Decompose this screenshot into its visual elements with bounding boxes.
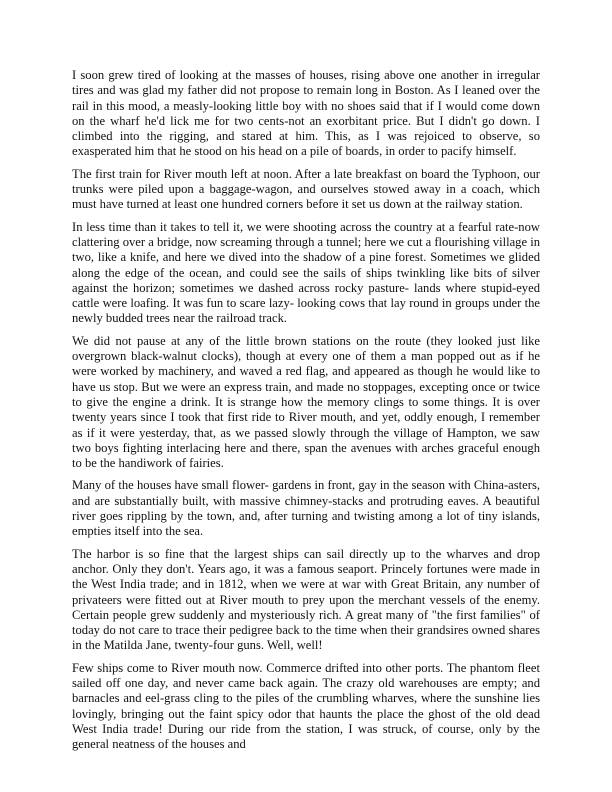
paragraph-train-ride: In less time than it takes to tell it, we were shooting across the country at a fearful rate-now clattering over a bridge, now screaming through a tunnel; here we cut a flourishing village in two, like a knife, and here we dived into the shadow of a pine forest. Sometimes we glided along the edge of the ocean, and could see the sails of ships twinkling like bits of silver against the horizon; sometimes we dashed across rocky pasture- lands where stupid-eyed cattle were loafing. It was fun to scare lazy- looking cows that lay round in groups under the newly budded trees near the railroad track. — [72, 219, 540, 326]
paragraph-few-ships: Few ships come to River mouth now. Commerce drifted into other ports. The phantom fleet sailed off one day, and never came back again. The crazy old warehouses are empty; and barnacles and eel-grass cling to the piles of the crumbling wharves, where the sunshine lies lovingly, bringing out the faint spicy odor that haunts the place the ghost of the old dead West India trade! During our ride from the station, I was struck, of course, only by the general neatness of the houses and — [72, 660, 540, 752]
paragraph-first-train: The first train for River mouth left at noon. After a late breakfast on board the Typhoon, our trunks were piled upon a baggage-wagon, and ourselves stowed away in a coach, which must have turned at least one hundred corners before it set us down at the railway station. — [72, 166, 540, 212]
document-page — [72, 68, 540, 759]
paragraph-boston-harbor: I soon grew tired of looking at the masses of houses, rising above one another in irregular tires and was glad my father did not propose to remain long in Boston. As I leaned over the rail in this mood, a measly-looking little boy with no shoes said that if I would come down on the wharf he'd lick me for two cents-not an exorbitant price. But I didn't go down. I climbed into the rigging, and stared at him. This, as I was rejoiced to observe, so exasperated him that he stood on his head on a pile of boards, in order to pacify himself. — [72, 68, 540, 159]
paragraph-stations: We did not pause at any of the little brown stations on the route (they looked just like overgrown black-walnut clocks), though at every one of them a man popped out as if he were worked by machinery, and waved a red flag, and appeared as though he would like to have us stop. But we were an express train, and made no stoppages, excepting once or twice to give the engine a drink. It is strange how the memory clings to some things. It is over twenty years since I took that first ride to River mouth, and yet, oddly enough, I remember as if it were yesterday, that, as we passed slowly through the village of Hampton, we saw two boys fighting interlacing here and there, span the avenues with arches graceful enough to be the handiwork of fairies. — [72, 333, 540, 471]
paragraph-houses: Many of the houses have small flower- gardens in front, gay in the season with China-asters, and are substantially built, with massive chimney-stacks and protruding eaves. A beautiful river goes rippling by the town, and, after turning and twisting among a lot of tiny islands, empties itself into the sea. — [72, 478, 540, 539]
paragraph-harbor: The harbor is so fine that the largest ships can sail directly up to the wharves and drop anchor. Only they don't. Years ago, it was a famous seaport. Princely fortunes were made in the West India trade; and in 1812, when we were at war with Great Britain, any number of privateers were fitted out at River mouth to prey upon the merchant vessels of the enemy. Certain people grew suddenly and mysteriously rich. A great many of "the first families" of today do not care to trace their pedigree back to the time when their grandsires owned shares in the Matilda Jane, twenty-four guns. Well, well! — [72, 546, 540, 653]
